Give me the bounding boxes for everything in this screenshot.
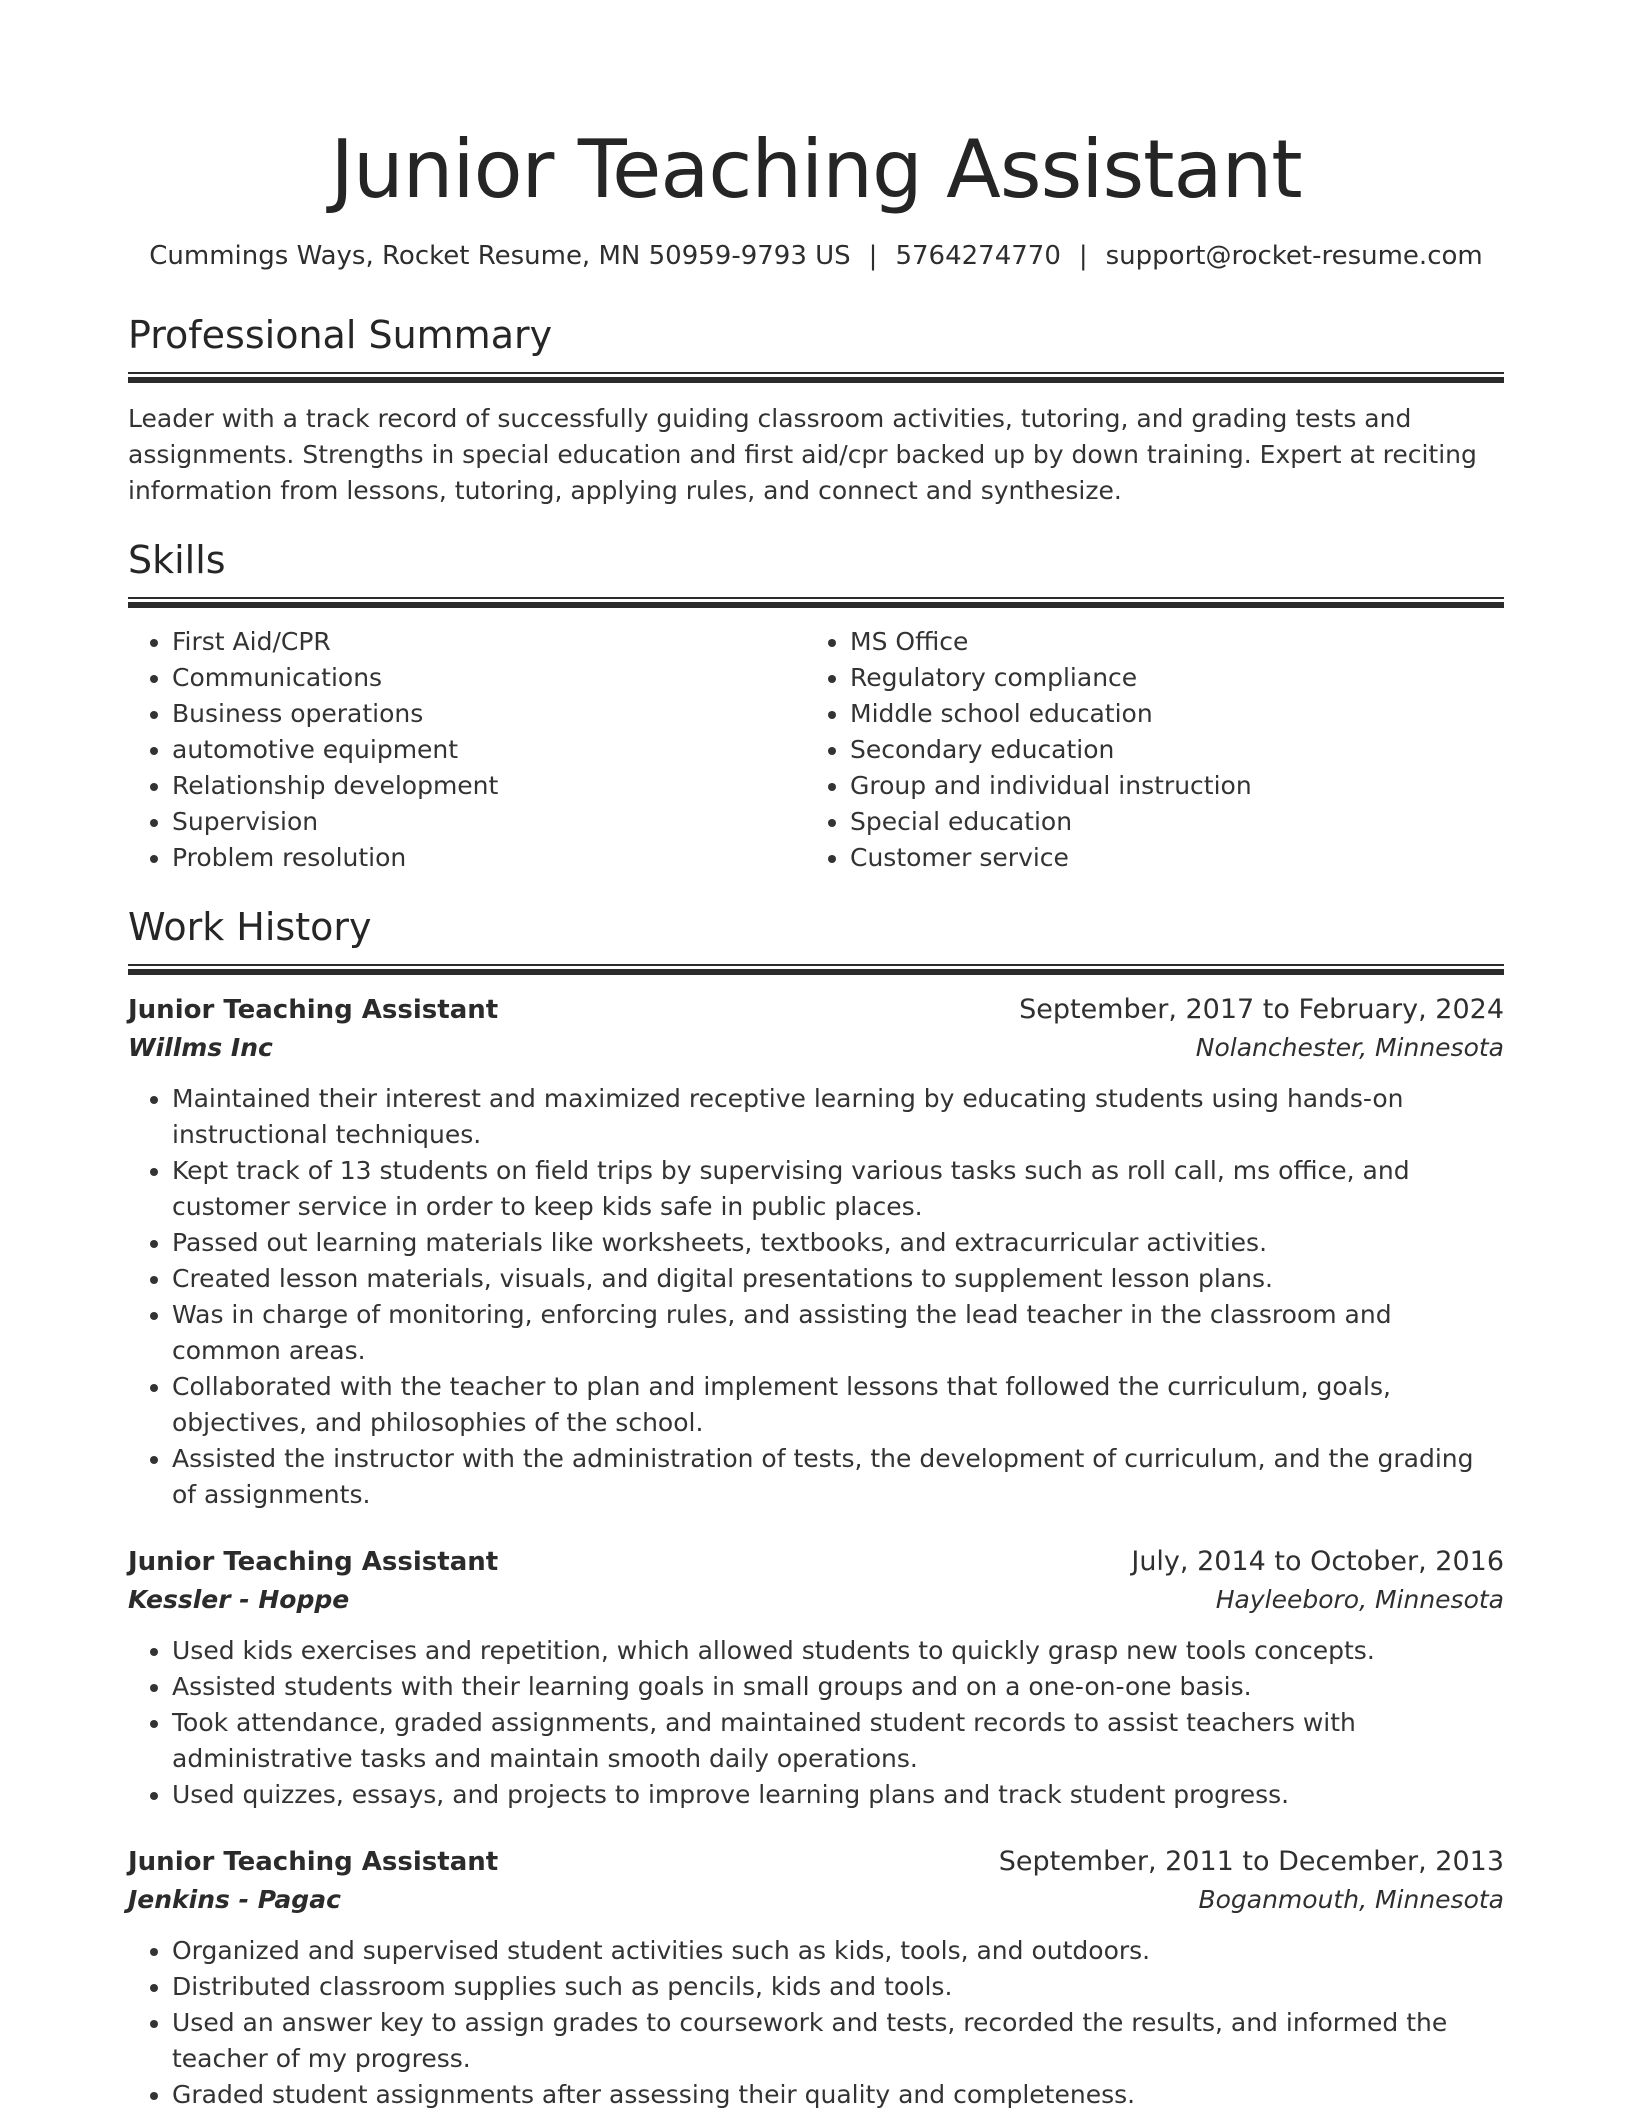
job-title: Junior Teaching Assistant	[128, 1847, 499, 1877]
section-divider	[128, 597, 1504, 608]
skills-heading: Skills	[128, 538, 226, 582]
job-subheader	[128, 1581, 1504, 1619]
section-divider	[128, 964, 1504, 975]
job-entry	[128, 1843, 1504, 2113]
job-bullet: • Passed out learning materials like worksheets, textbooks, and extracurricular activities.	[172, 1225, 1504, 1261]
job-dates: July, 2014 to October, 2016	[1131, 1546, 1504, 1577]
job-entry	[128, 991, 1504, 1513]
skill-item: • Communications	[172, 660, 806, 696]
job-bullet: • Used quizzes, essays, and projects to improve learning plans and track student progress.	[172, 1777, 1504, 1813]
skill-item: • Relationship development	[172, 768, 806, 804]
job-title: Junior Teaching Assistant	[128, 1547, 499, 1577]
contact-line	[128, 238, 1504, 274]
job-company: Jenkins - Pagac	[128, 1885, 341, 1914]
job-subheader	[128, 1029, 1504, 1067]
skills-columns	[128, 624, 1504, 876]
job-bullet: • Kept track of 13 students on field trips by supervising various tasks such as roll call, ms office, and customer service in order to keep kids safe in public places.	[172, 1153, 1504, 1225]
job-header	[128, 991, 1504, 1029]
skill-item: • Regulatory compliance	[850, 660, 1484, 696]
job-dates: September, 2017 to February, 2024	[1019, 994, 1504, 1025]
skill-item: • Middle school education	[850, 696, 1484, 732]
contact-email: support@rocket-resume.com	[1105, 241, 1483, 271]
contact-separator: |	[868, 241, 878, 271]
job-company: Kessler - Hoppe	[128, 1585, 350, 1614]
skill-item: • Customer service	[850, 840, 1484, 876]
skill-item: • MS Office	[850, 624, 1484, 660]
skill-item: • Secondary education	[850, 732, 1484, 768]
skills-list-right	[806, 624, 1484, 876]
job-header	[128, 1543, 1504, 1581]
job-bullet: • Was in charge of monitoring, enforcing rules, and assisting the lead teacher in the classroom and common areas.	[172, 1297, 1504, 1369]
job-bullet: • Maintained their interest and maximized receptive learning by educating students using hands-on instructional techniques.	[172, 1081, 1504, 1153]
job-bullet: • Distributed classroom supplies such as pencils, kids and tools.	[172, 1969, 1504, 2005]
job-company: Willms Inc	[128, 1033, 273, 1062]
summary-heading: Professional Summary	[128, 313, 553, 357]
job-bullet: • Used kids exercises and repetition, which allowed students to quickly grasp new tools concepts.	[172, 1633, 1504, 1669]
job-bullet: • Graded student assignments after assessing their quality and completeness.	[172, 2077, 1504, 2113]
summary-section	[128, 310, 1504, 509]
job-entry	[128, 1543, 1504, 1813]
job-bullets	[128, 1633, 1504, 1813]
job-bullet: • Collaborated with the teacher to plan and implement lessons that followed the curriculum, goals, objectives, and philosophies of the school.	[172, 1369, 1504, 1441]
job-dates: September, 2011 to December, 2013	[998, 1846, 1504, 1877]
skill-item: • automotive equipment	[172, 732, 806, 768]
job-subheader	[128, 1881, 1504, 1919]
skill-item: • Group and individual instruction	[850, 768, 1484, 804]
resume-page	[128, 0, 1504, 2113]
job-location: Boganmouth, Minnesota	[1198, 1885, 1504, 1914]
job-bullet: • Assisted the instructor with the administration of tests, the development of curriculum, and the grading of assignments.	[172, 1441, 1504, 1513]
contact-address: Cummings Ways, Rocket Resume, MN 50959-9793 US	[149, 241, 851, 271]
contact-phone: 5764274770	[895, 241, 1061, 271]
section-divider	[128, 372, 1504, 383]
skills-section	[128, 535, 1504, 876]
job-title: Junior Teaching Assistant	[128, 995, 499, 1025]
resume-name: Junior Teaching Assistant	[330, 123, 1302, 216]
work-history-heading: Work History	[128, 905, 372, 949]
skill-item: • Special education	[850, 804, 1484, 840]
job-location: Hayleeboro, Minnesota	[1215, 1585, 1504, 1614]
job-bullet: • Organized and supervised student activities such as kids, tools, and outdoors.	[172, 1933, 1504, 1969]
job-header	[128, 1843, 1504, 1881]
job-bullets	[128, 1933, 1504, 2113]
job-bullet: • Took attendance, graded assignments, and maintained student records to assist teachers with administrative tasks and maintain smooth daily operations.	[172, 1705, 1504, 1777]
job-bullets	[128, 1081, 1504, 1513]
job-bullet: • Assisted students with their learning goals in small groups and on a one-on-one basis.	[172, 1669, 1504, 1705]
skill-item: • Supervision	[172, 804, 806, 840]
contact-separator: |	[1078, 241, 1088, 271]
job-location: Nolanchester, Minnesota	[1195, 1033, 1504, 1062]
skill-item: • First Aid/CPR	[172, 624, 806, 660]
skills-list-left	[128, 624, 806, 876]
job-bullet: • Used an answer key to assign grades to coursework and tests, recorded the results, and informed the teacher of my progress.	[172, 2005, 1504, 2077]
work-history-section	[128, 902, 1504, 2113]
job-bullet: • Created lesson materials, visuals, and digital presentations to supplement lesson plans.	[172, 1261, 1504, 1297]
skill-item: • Business operations	[172, 696, 806, 732]
summary-text: Leader with a track record of successfully guiding classroom activities, tutoring, and grading tests and assignments. Strengths in special education and first aid/cpr backed up by down training. Expert at reciting information from lessons, tutoring, applying rules, and connect and synthesize.	[128, 404, 1477, 505]
skill-item: • Problem resolution	[172, 840, 806, 876]
